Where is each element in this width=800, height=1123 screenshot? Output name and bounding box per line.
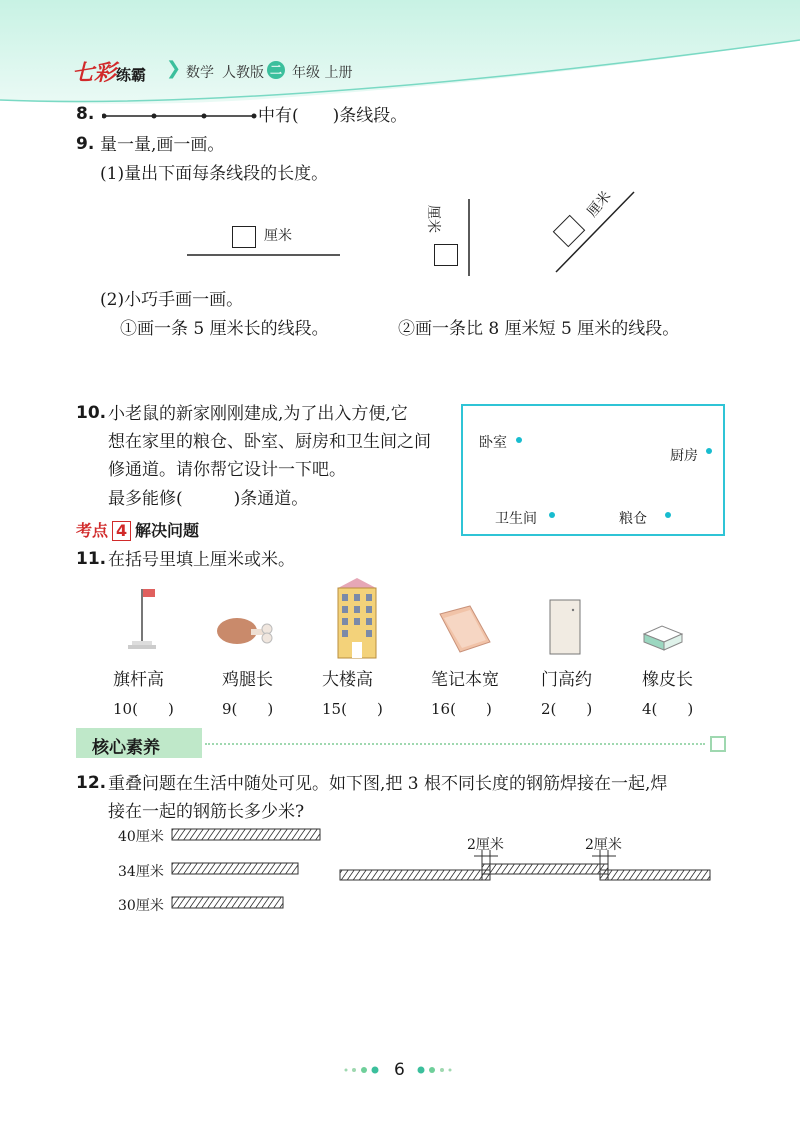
page-number: 6 [394, 1060, 405, 1080]
granary-dot[interactable] [665, 512, 671, 518]
segment-horizontal [180, 250, 350, 260]
segment-vertical [464, 196, 474, 280]
item-building: 大楼高 15( ) [322, 670, 383, 718]
section-heading: 考点 4 解决问题 [76, 521, 200, 540]
map-kitchen-label: 厨房 [670, 448, 698, 464]
q9-part1: (1)量出下面每条线段的长度。 [100, 164, 329, 184]
header-edition: 人教版 [222, 65, 264, 81]
drumstick-icon [215, 613, 277, 653]
grade-badge: 二 [267, 61, 285, 79]
q9-task-a: ①画一条 5 厘米长的线段。 [120, 319, 329, 339]
item-flagpole: 旗杆高 10( ) [113, 670, 174, 718]
blank-building[interactable]: 15( ) [322, 700, 383, 718]
answer-box-horizontal[interactable] [232, 226, 256, 248]
core-dotted-line [205, 743, 705, 745]
q10-line2: 想在家里的粮仓、卧室、厨房和卫生间之间 [108, 432, 431, 452]
q10-line3: 修通道。请你帮它设计一下吧。 [108, 460, 346, 480]
building-icon [334, 576, 380, 660]
header-grade: 年级 上册 [292, 65, 353, 81]
overlap-label-left: 2厘米 [467, 837, 504, 853]
rebar-40 [171, 828, 323, 842]
footer-dots-right [414, 1064, 454, 1076]
map-granary-label: 粮仓 [619, 511, 647, 527]
core-end-square [710, 736, 726, 752]
answer-box-vertical[interactable] [434, 244, 458, 266]
unit-diagonal: 厘米 [584, 188, 615, 221]
blank-drumstick[interactable]: 9( ) [222, 700, 274, 718]
header-wave [0, 0, 800, 110]
item-notebook: 笔记本宽 16( ) [431, 670, 499, 718]
q12-line2: 接在一起的钢筋长多少米? [108, 802, 305, 822]
kitchen-dot[interactable] [706, 448, 712, 454]
footer-dots-left [342, 1064, 382, 1076]
overlap-label-right: 2厘米 [585, 837, 622, 853]
brand-chevron-icon: ❯ [166, 58, 182, 79]
eraser-icon [640, 622, 686, 654]
notebook-icon [436, 604, 494, 656]
bathroom-dot[interactable] [549, 512, 555, 518]
item-door: 门高约 2( ) [541, 670, 593, 718]
bedroom-dot[interactable] [516, 437, 522, 443]
q12-number: 12. [76, 773, 107, 793]
map-bathroom-label: 卫生间 [495, 511, 537, 527]
rebar-30 [171, 896, 287, 910]
header-subject: 数学 [186, 65, 214, 81]
blank-notebook[interactable]: 16( ) [431, 700, 492, 718]
q9-title: 量一量,画一画。 [100, 135, 225, 155]
blank-flagpole[interactable]: 10( ) [113, 700, 174, 718]
unit-vertical: 厘米 [425, 205, 441, 233]
blank-door[interactable]: 2( ) [541, 700, 593, 718]
section-number-badge: 4 [112, 521, 131, 541]
map-bedroom-label: 卧室 [479, 435, 507, 451]
blank-eraser[interactable]: 4( ) [642, 700, 694, 718]
q9-number: 9. [76, 134, 95, 154]
door-icon [546, 598, 586, 658]
q10-number: 10. [76, 403, 107, 423]
q9-part2: (2)小巧手画一画。 [100, 290, 244, 310]
bar-label-30: 30厘米 [118, 898, 164, 914]
welded-rebar-diagram [338, 846, 718, 886]
rebar-34 [171, 862, 301, 876]
q8-segment-diagram [102, 106, 258, 126]
unit-horizontal: 厘米 [264, 228, 292, 244]
bar-label-40: 40厘米 [118, 829, 164, 845]
q9-task-b: ②画一条比 8 厘米短 5 厘米的线段。 [398, 319, 680, 339]
q11-number: 11. [76, 549, 107, 569]
q10-line4: 最多能修( )条通道。 [108, 489, 309, 509]
bar-label-34: 34厘米 [118, 864, 164, 880]
q8-number: 8. [76, 104, 95, 124]
house-map [461, 404, 725, 536]
q11-text: 在括号里填上厘米或米。 [108, 550, 295, 570]
item-drumstick: 鸡腿长 9( ) [222, 670, 274, 718]
brand-logo: 七彩练霸 [72, 61, 147, 86]
flagpole-icon [118, 585, 168, 655]
q10-line1: 小老鼠的新家刚刚建成,为了出入方便,它 [108, 404, 408, 424]
q8-text: 中有( )条线段。 [258, 106, 408, 126]
item-eraser: 橡皮长 4( ) [642, 670, 694, 718]
q12-line1: 重叠问题在生活中随处可见。如下图,把 3 根不同长度的钢筋焊接在一起,焊 [108, 774, 668, 794]
core-section-title: 核心素养 [92, 738, 160, 758]
